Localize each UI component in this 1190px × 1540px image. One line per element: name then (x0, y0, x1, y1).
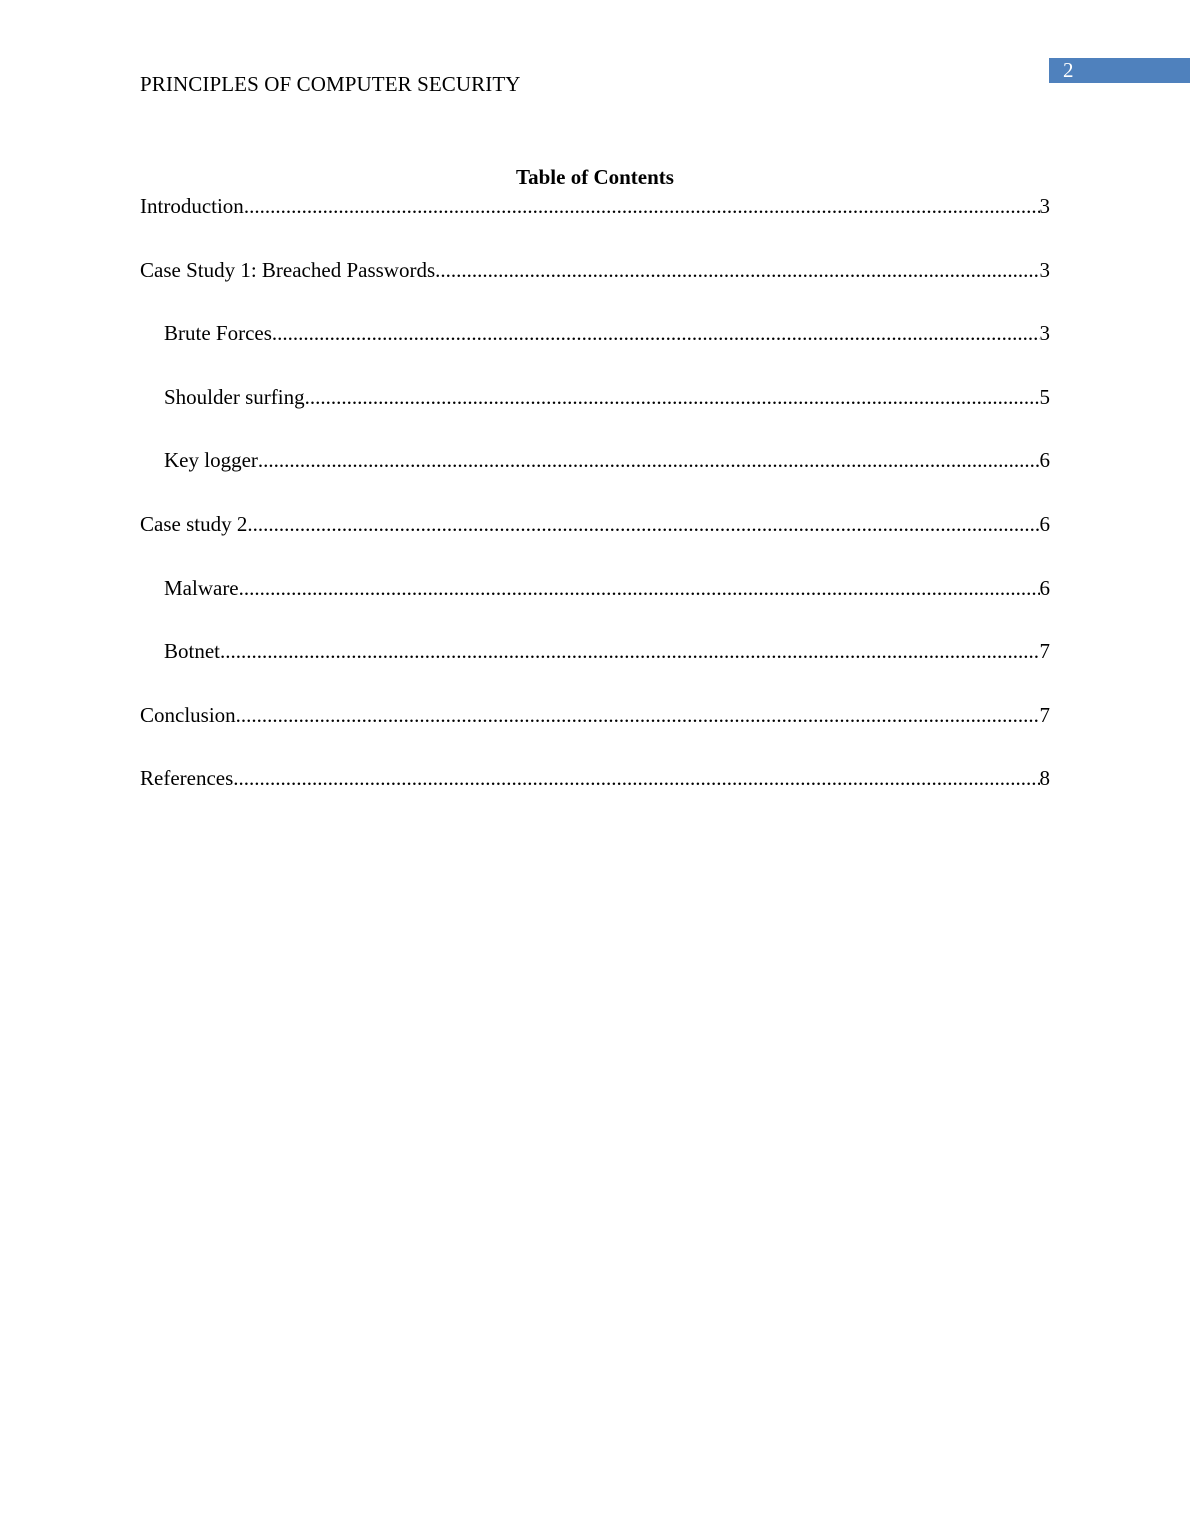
dot-leader (239, 575, 1040, 601)
toc-entry-label: Case Study 1: Breached Passwords (140, 257, 436, 282)
toc-entry-introduction[interactable] (140, 193, 1050, 219)
dot-leader (236, 702, 1040, 728)
toc-entry-conclusion[interactable] (140, 702, 1050, 728)
toc-entry-case-study-1[interactable] (140, 257, 1050, 283)
page-number-badge (1049, 58, 1190, 83)
running-head: PRINCIPLES OF COMPUTER SECURITY (140, 72, 521, 96)
toc-entry-label: Key logger (164, 448, 258, 473)
toc-entry-page: 6 (1039, 575, 1050, 600)
toc-entry-label: Brute Forces (164, 321, 272, 346)
dot-leader (247, 511, 1039, 537)
dot-leader (233, 765, 1039, 791)
toc-entry-page: 7 (1039, 702, 1050, 727)
toc-entry-page: 3 (1039, 257, 1050, 282)
toc-entry-references[interactable] (140, 765, 1050, 791)
dot-leader (435, 257, 1039, 283)
toc-entry-brute-forces[interactable] (140, 320, 1050, 346)
toc-entry-label: Botnet (164, 639, 220, 664)
toc-entry-page: 6 (1039, 448, 1050, 473)
toc-entry-page: 3 (1039, 321, 1050, 346)
toc-entry-page: 3 (1039, 194, 1050, 218)
toc-entry-case-study-2[interactable] (140, 511, 1050, 537)
toc-entry-page: 8 (1039, 766, 1050, 791)
toc-entry-label: Conclusion (140, 702, 236, 727)
toc-entry-shoulder-surfing[interactable] (140, 384, 1050, 410)
toc-entry-label: Shoulder surfing (164, 384, 305, 409)
dot-leader (220, 638, 1040, 664)
dot-leader (305, 384, 1040, 410)
toc-entry-key-logger[interactable] (140, 447, 1050, 473)
toc-entry-malware[interactable] (140, 575, 1050, 601)
dot-leader (272, 320, 1040, 346)
toc-entry-botnet[interactable] (140, 638, 1050, 664)
page-number: 2 (1063, 58, 1074, 82)
toc-entry-page: 5 (1039, 384, 1050, 409)
toc-entry-label: Introduction (140, 194, 244, 218)
dot-leader (244, 193, 1040, 219)
toc-entry-page: 7 (1039, 639, 1050, 664)
toc-entry-label: Case study 2 (140, 511, 248, 536)
toc-entry-label: Malware (164, 575, 239, 600)
toc-entry-label: References (140, 766, 234, 791)
table-of-contents (140, 193, 1050, 829)
toc-entry-page: 6 (1039, 511, 1050, 536)
toc-title: Table of Contents (516, 165, 674, 189)
dot-leader (258, 447, 1040, 473)
